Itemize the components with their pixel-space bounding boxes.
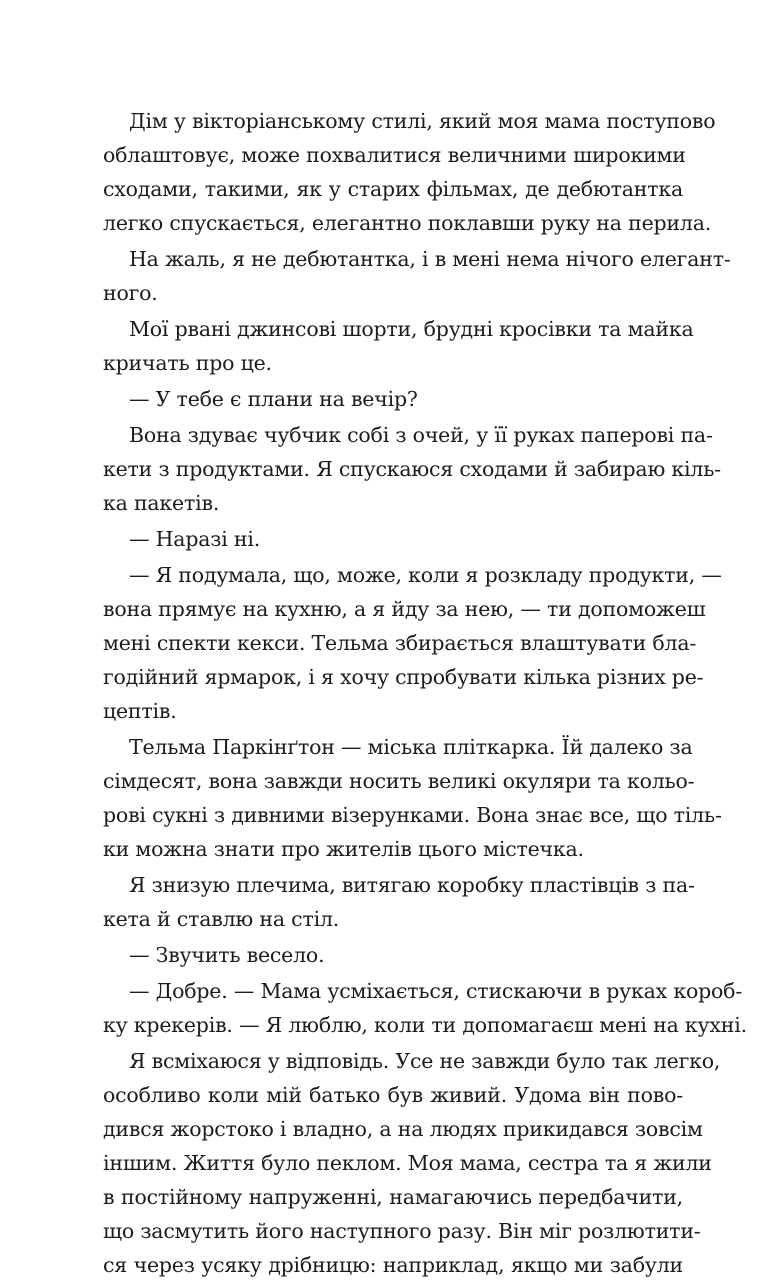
text-line: ного. [103, 281, 158, 305]
text-line: Я знизую плечима, витягаю коробку пластівців з па- [129, 873, 695, 897]
text-line: що засмутить його наступного разу. Він міг розлютити- [103, 1219, 701, 1243]
text-line: кета й ставлю на стіл. [103, 907, 340, 931]
text-line: Дім у вікторіанському стилі, який моя мама поступово [129, 109, 716, 133]
text-line: сімдесят, вона завжди носить великі окуляри та кольо- [103, 769, 695, 793]
text-line: сходами, такими, як у старих фільмах, де дебютантка [103, 177, 683, 201]
text-line: ка пакетів. [103, 491, 220, 515]
text-line: — Звучить весело. [129, 943, 325, 967]
text-line: — Добре. — Мама усміхається, стискаючи в руках короб- [129, 979, 743, 1003]
text-line: ку крекерів. — Я люблю, коли ти допомагаєш мені на кухні. [103, 1013, 747, 1037]
text-line: мені спекти кекси. Тельма збирається влаштувати бла- [103, 631, 697, 655]
text-line: кети з продуктами. Я спускаюся сходами й забираю кіль- [103, 457, 721, 481]
text-line: кричать про це. [103, 351, 272, 375]
text-line: — У тебе є плани на вечір? [129, 387, 418, 411]
text-line: ки можна знати про жителів цього містечка. [103, 837, 584, 861]
text-line: легко спускається, елегантно поклавши руку на перила. [103, 211, 712, 235]
text-line: рові сукні з дивними візерунками. Вона знає все, що тіль- [103, 803, 722, 827]
text-line: особливо коли мій батько був живий. Удома він пово- [103, 1083, 683, 1107]
text-line: в постійному напруженні, намагаючись передбачити, [103, 1185, 683, 1209]
text-line: — Я подумала, що, може, коли я розкладу продукти, — [129, 563, 722, 587]
text-line: ся через усяку дрібницю: наприклад, якщо ми забули [103, 1253, 683, 1277]
text-line: Тельма Паркінґтон — міська пліткарка. Їй далеко за [129, 735, 693, 759]
text-line: цептів. [103, 699, 177, 723]
text-line: годійний ярмарок, і я хочу спробувати кілька різних ре- [103, 665, 704, 689]
text-line: Вона здуває чубчик собі з очей, у її руках паперові па- [129, 423, 713, 447]
text-line: На жаль, я не дебютантка, і в мені нема нічого елегант- [129, 247, 731, 271]
text-line: іншим. Життя було пеклом. Моя мама, сестра та я жили [103, 1151, 712, 1175]
text-line: вона прямує на кухню, а я йду за нею, — ти допоможеш [103, 597, 706, 621]
text-line: Я всміхаюся у відповідь. Усе не завжди було так легко, [129, 1049, 721, 1073]
text-line: — Наразі ні. [129, 527, 261, 551]
text-line: дився жорстоко і владно, а на людях прикидався зовсім [103, 1117, 703, 1141]
text-line: Мої рвані джинсові шорти, брудні кросівки та майка [129, 317, 694, 341]
text-line: облаштовує, може похвалитися величними широкими [103, 143, 686, 167]
